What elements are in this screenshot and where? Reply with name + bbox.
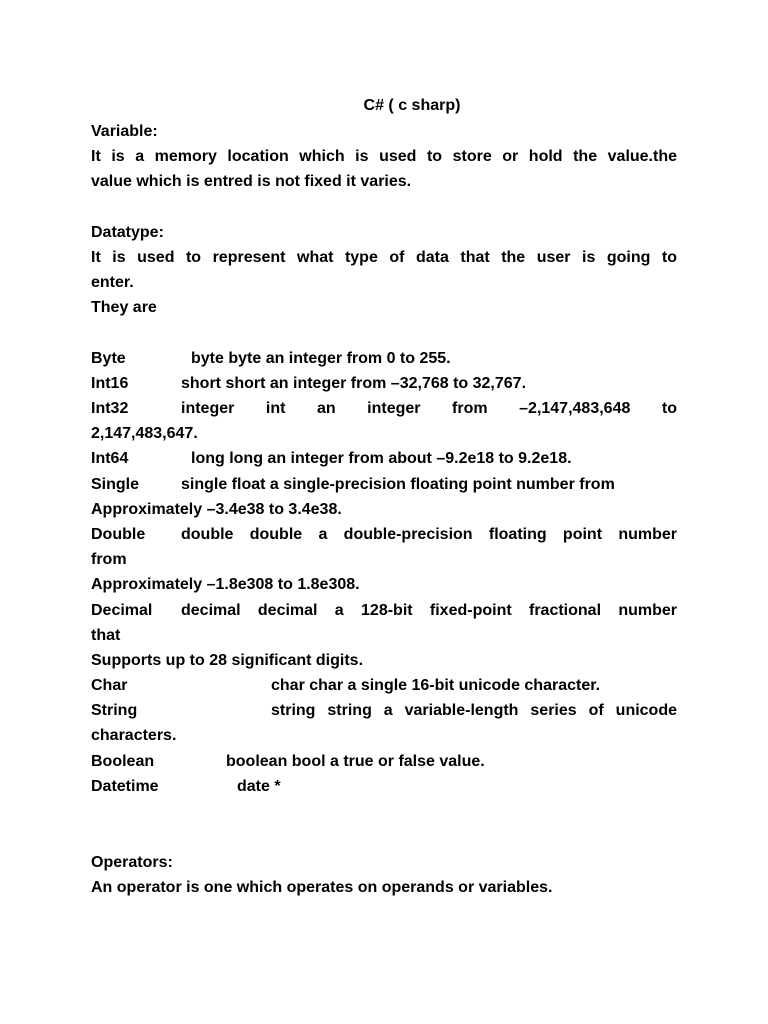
- datatype-name: String: [91, 702, 138, 719]
- datatype-continuation-double-1: from: [91, 551, 127, 568]
- datatype-continuation-single: Approximately –3.4e38 to 3.4e38.: [91, 501, 342, 518]
- datatype-row-byte: [91, 349, 677, 369]
- datatype-definition-line-2: enter.: [91, 274, 134, 291]
- variable-definition-line-2: value which is entred is not fixed it varies.: [91, 173, 412, 190]
- operators-heading: Operators:: [91, 854, 173, 871]
- datatype-continuation-string: characters.: [91, 727, 177, 744]
- datatype-name: Int16: [91, 375, 129, 392]
- datatype-name: Byte: [91, 350, 126, 367]
- datatype-heading: Datatype:: [91, 224, 164, 241]
- variable-definition-line-1: It is a memory location which is used to store or hold the value.the: [91, 148, 677, 165]
- datatype-description: char char a single 16-bit unicode character.: [271, 677, 601, 694]
- datatype-continuation-int32: 2,147,483,647.: [91, 425, 198, 442]
- datatype-name: Int32: [91, 400, 129, 417]
- datatype-description: date *: [237, 778, 281, 795]
- datatype-definition-line-3: They are: [91, 299, 157, 316]
- datatype-row-string: [91, 701, 677, 721]
- datatype-continuation-double-2: Approximately –1.8e308 to 1.8e308.: [91, 576, 360, 593]
- datatype-row-double: [91, 525, 677, 545]
- datatype-name: Single: [91, 476, 140, 493]
- datatype-continuation-decimal-2: Supports up to 28 significant digits.: [91, 652, 364, 669]
- datatype-description: short short an integer from –32,768 to 32,767.: [181, 375, 527, 392]
- datatype-name: Int64: [91, 450, 129, 467]
- datatype-row-datetime: [91, 777, 677, 797]
- datatype-name: Decimal: [91, 602, 153, 619]
- datatype-row-int64: [91, 449, 677, 469]
- datatype-row-decimal: [91, 601, 677, 621]
- datatype-description: decimal decimal a 128-bit fixed-point fractional number: [181, 602, 677, 619]
- datatype-description: long long an integer from about –9.2e18 to 9.2e18.: [191, 450, 572, 467]
- datatype-description: boolean bool a true or false value.: [226, 753, 485, 770]
- datatype-description: integer int an integer from –2,147,483,648 to: [181, 400, 677, 417]
- datatype-name: Boolean: [91, 753, 155, 770]
- datatype-continuation-decimal-1: that: [91, 627, 121, 644]
- datatype-row-single: [91, 475, 677, 495]
- datatype-row-int32: [91, 399, 677, 419]
- datatype-row-boolean: [91, 752, 677, 772]
- datatype-description: double double a double-precision floating point number: [181, 526, 677, 543]
- operators-definition-line-1: An operator is one which operates on operands or variables.: [91, 879, 553, 896]
- datatype-row-int16: [91, 374, 677, 394]
- datatype-name: Double: [91, 526, 146, 543]
- datatype-name: Datetime: [91, 778, 159, 795]
- datatype-row-char: [91, 676, 677, 696]
- datatype-description: string string a variable-length series of unicode: [271, 702, 677, 719]
- datatype-description: byte byte an integer from 0 to 255.: [191, 350, 451, 367]
- datatype-name: Char: [91, 677, 128, 694]
- datatype-definition-line-1: It is used to represent what type of data that the user is going to: [91, 249, 677, 266]
- variable-heading: Variable:: [91, 123, 158, 140]
- datatype-description: single float a single-precision floating point number from: [181, 476, 615, 493]
- page-title: C# ( c sharp): [363, 97, 461, 114]
